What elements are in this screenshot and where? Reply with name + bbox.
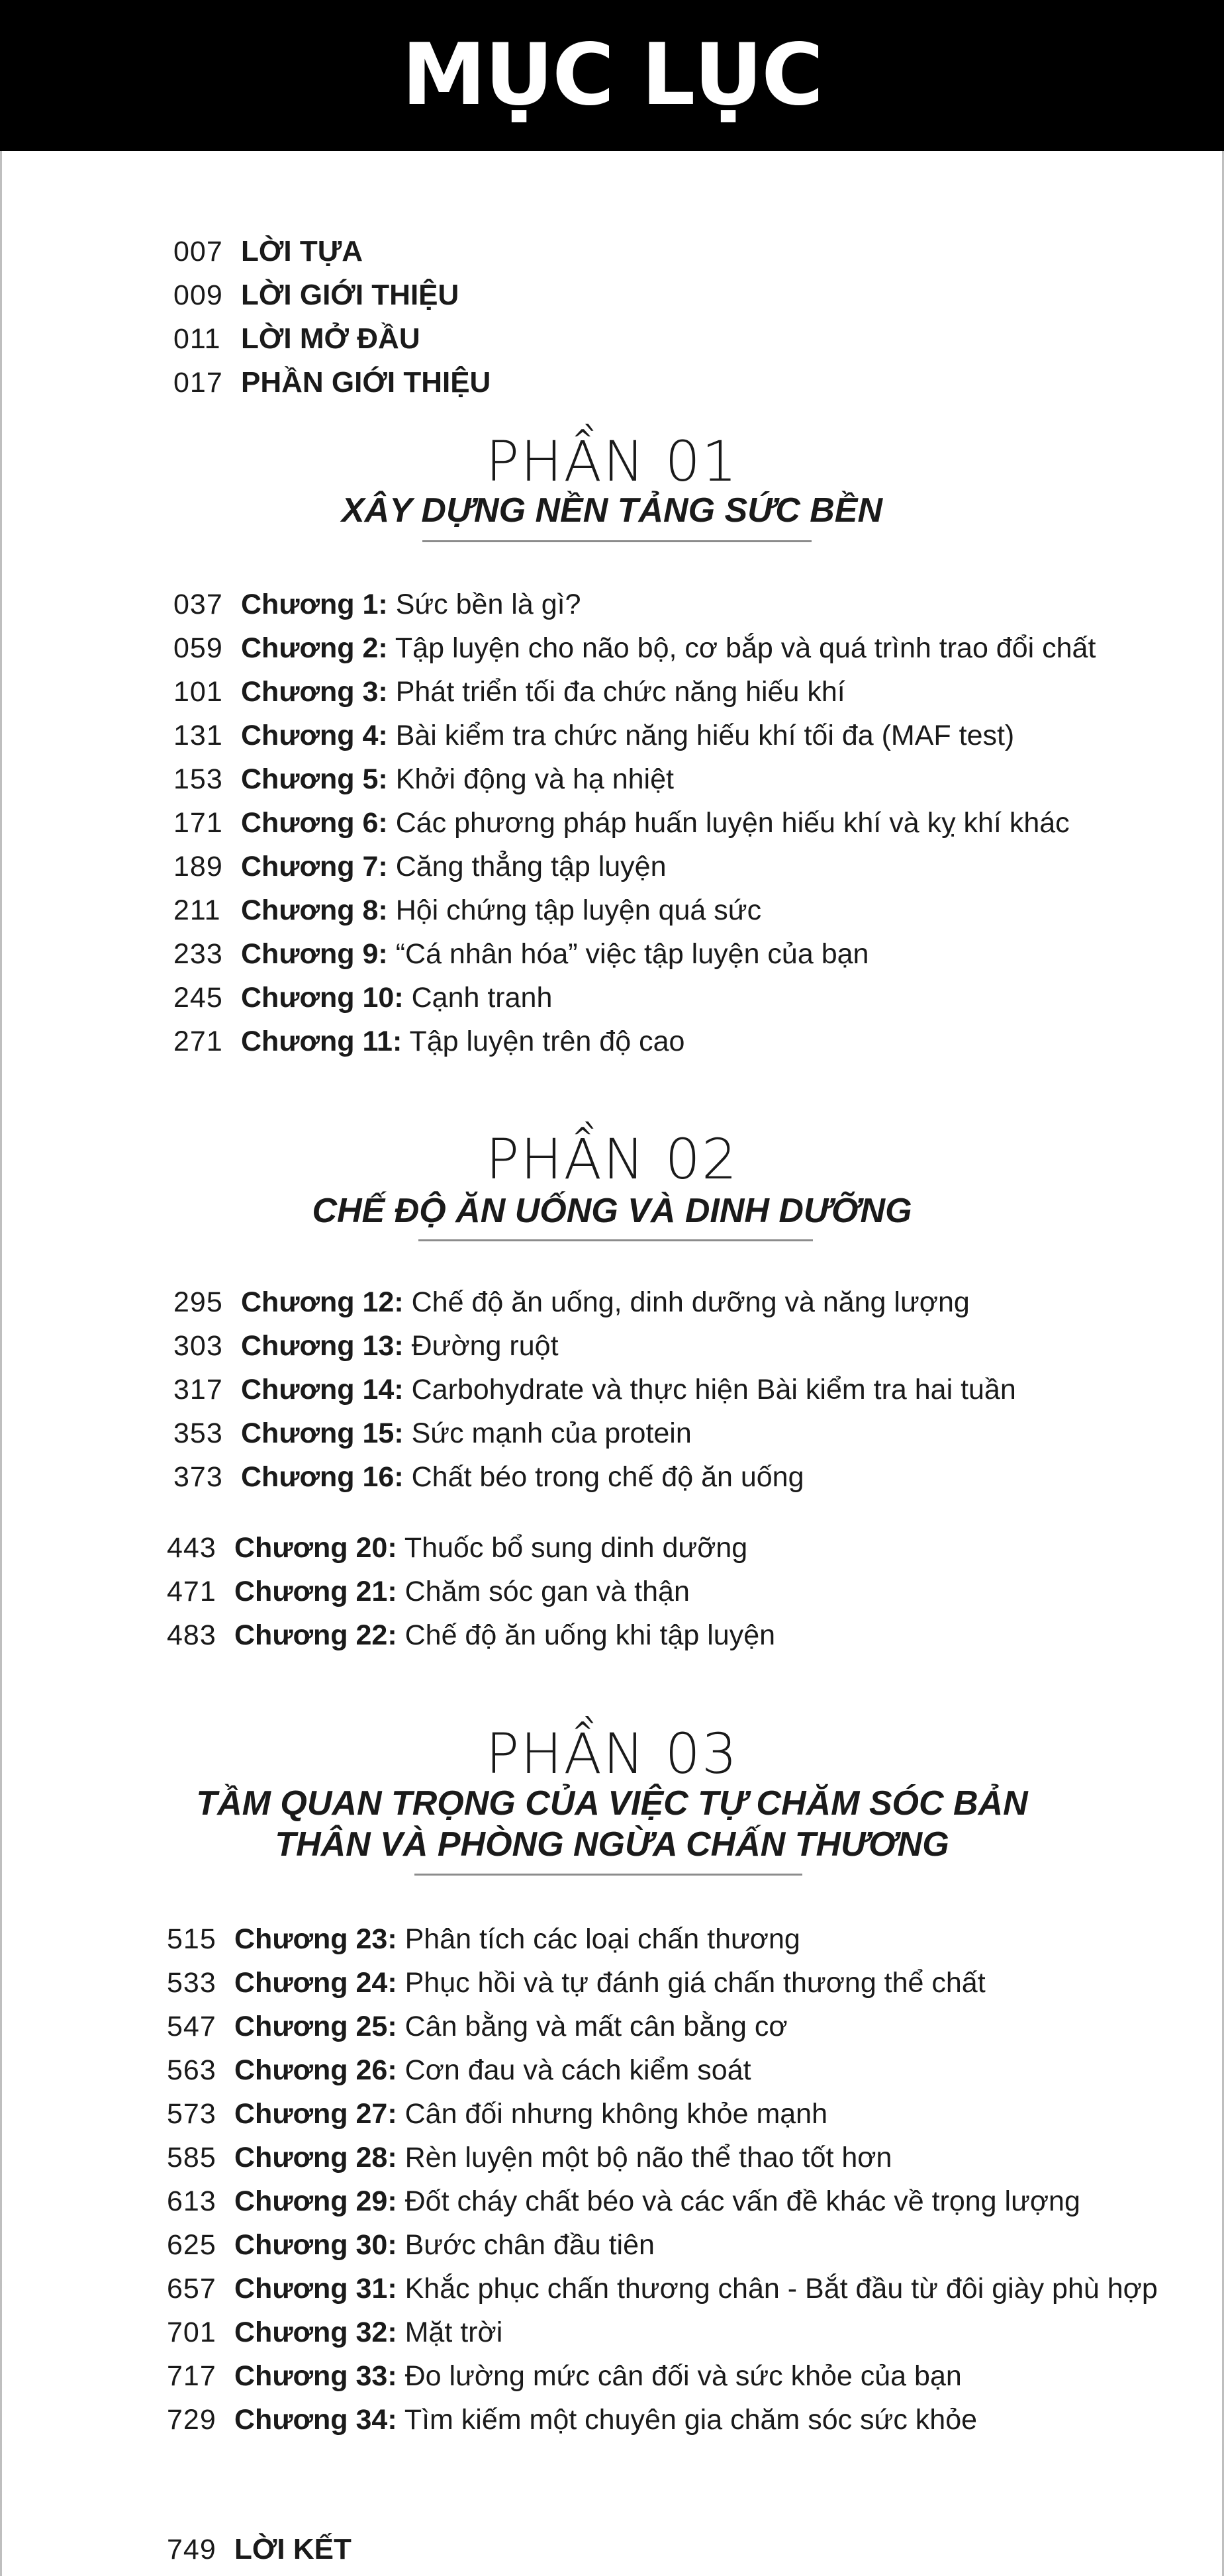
chapter-label: Chương 8:: [241, 894, 388, 926]
chapter-label: Chương 26:: [234, 2054, 397, 2086]
chapter-name: Mặt trời: [397, 2316, 503, 2348]
page-number: 701: [167, 2316, 216, 2348]
chapter-name: Tập luyện trên độ cao: [402, 1025, 685, 1057]
entry-title: LỜI KẾT: [234, 2533, 352, 2565]
page-number: 749: [167, 2533, 216, 2565]
part-divider: [414, 1874, 802, 1876]
chapter-entry: [173, 1411, 692, 1455]
chapter-label: Chương 5:: [241, 763, 388, 795]
page-number: 317: [173, 1373, 223, 1406]
chapter-entry: [167, 2223, 655, 2267]
page-number: 547: [167, 2010, 216, 2042]
chapter-entry: [167, 2179, 1080, 2223]
chapter-entry: [173, 757, 674, 801]
chapter-name: Phân tích các loại chấn thương: [397, 1923, 800, 1955]
chapter-entry: [167, 1570, 690, 1613]
front-matter-entry: [173, 230, 363, 273]
page-number: 189: [173, 850, 223, 883]
page-number: 037: [173, 588, 223, 620]
chapter-entry: [173, 845, 667, 888]
page-number: 009: [173, 279, 223, 311]
chapter-title: [241, 720, 1014, 752]
chapter-title: [234, 2404, 977, 2436]
chapter-entry: [167, 2267, 1158, 2311]
chapter-title: [241, 632, 1096, 665]
chapter-title: [234, 2142, 892, 2174]
page-number: 729: [167, 2403, 216, 2436]
chapter-name: Đường ruột: [403, 1329, 559, 1362]
page-number: 245: [173, 981, 223, 1014]
chapter-label: Chương 1:: [241, 588, 388, 620]
page-number: 303: [173, 1329, 223, 1362]
page-number: 443: [167, 1531, 216, 1564]
chapter-title: [241, 589, 581, 621]
page-number: 353: [173, 1417, 223, 1449]
chapter-entry: [167, 1961, 986, 2005]
page-number: 573: [167, 2097, 216, 2130]
chapter-name: Rèn luyện một bộ não thể thao tốt hơn: [397, 2141, 892, 2173]
chapter-title: [234, 2229, 655, 2262]
page-number: 471: [167, 1575, 216, 1607]
chapter-name: Chất béo trong chế độ ăn uống: [403, 1460, 804, 1493]
chapter-title: [234, 2011, 788, 2043]
chapter-label: Chương 7:: [241, 850, 388, 883]
chapter-label: Chương 6:: [241, 806, 388, 839]
chapter-entry: [173, 1324, 559, 1368]
page-number: 613: [167, 2185, 216, 2217]
chapter-title: [241, 1286, 970, 1319]
chapter-label: Chương 16:: [241, 1460, 404, 1493]
page-number: 017: [173, 366, 223, 399]
chapter-name: Cơn đau và cách kiểm soát: [397, 2054, 751, 2086]
page-number: 007: [173, 235, 223, 267]
chapter-name: Thuốc bổ sung dinh dưỡng: [397, 1531, 748, 1564]
page-number: 101: [173, 675, 223, 708]
chapter-title: [234, 2360, 962, 2393]
chapter-title: [234, 2273, 1158, 2305]
part-divider: [418, 1239, 813, 1241]
page-number: 483: [167, 1619, 216, 1651]
chapter-label: Chương 32:: [234, 2316, 397, 2348]
chapter-entry: [173, 1368, 1016, 1411]
entry-title: LỜI MỞ ĐẦU: [241, 322, 420, 355]
chapter-label: Chương 9:: [241, 937, 388, 970]
chapter-entry: [167, 2398, 977, 2442]
chapter-label: Chương 25:: [234, 2010, 397, 2042]
chapter-name: Khắc phục chấn thương chân - Bắt đầu từ đôi giày phù hợp: [397, 2272, 1158, 2305]
chapter-name: Phục hồi và tự đánh giá chấn thương thể chất: [397, 1966, 986, 1999]
chapter-title: [241, 894, 761, 927]
chapter-label: Chương 2:: [241, 632, 388, 664]
page-number: 233: [173, 937, 223, 970]
chapter-name: Tập luyện cho não bộ, cơ bắp và quá trình trao đổi chất: [387, 632, 1096, 664]
chapter-name: Bài kiểm tra chức năng hiếu khí tối đa (MAF test): [387, 719, 1015, 751]
page-number: 171: [173, 806, 223, 839]
chapter-title: [234, 1923, 800, 1956]
chapter-label: Chương 34:: [234, 2403, 397, 2436]
chapter-name: Carbohydrate và thực hiện Bài kiểm tra hai tuần: [403, 1373, 1016, 1406]
chapter-entry: [173, 670, 845, 714]
chapter-title: [241, 1330, 559, 1362]
chapter-entry: [167, 2048, 751, 2092]
front-matter-entry: [173, 361, 491, 405]
chapter-name: Sức mạnh của protein: [403, 1417, 692, 1449]
page-number: 373: [173, 1460, 223, 1493]
chapter-label: Chương 10:: [241, 981, 404, 1014]
chapter-title: [234, 2185, 1080, 2218]
chapter-label: Chương 31:: [234, 2272, 397, 2305]
chapter-label: Chương 22:: [234, 1619, 397, 1651]
chapter-title: [241, 1026, 684, 1058]
chapter-name: Cân bằng và mất cân bằng cơ: [397, 2010, 788, 2042]
chapter-title: [241, 1417, 692, 1450]
chapter-entry: [173, 626, 1096, 670]
part-subtitle: CHẾ ĐỘ ĂN UỐNG VÀ DINH DƯỠNG: [312, 1192, 912, 1230]
chapter-entry: [167, 2092, 827, 2136]
chapter-label: Chương 29:: [234, 2185, 397, 2217]
chapter-label: Chương 12:: [241, 1286, 404, 1318]
chapter-name: Chăm sóc gan và thận: [397, 1575, 690, 1607]
chapter-name: Đo lường mức cân đối và sức khỏe của bạn: [397, 2360, 962, 2392]
page-number: 271: [173, 1025, 223, 1057]
part-heading: PHẦN 02: [485, 1127, 739, 1192]
chapter-title: [241, 1461, 804, 1494]
chapter-name: Cân đối nhưng không khỏe mạnh: [397, 2097, 828, 2130]
entry-title: LỜI GIỚI THIỆU: [241, 279, 459, 311]
chapter-title: [234, 1967, 986, 1999]
chapter-entry: [173, 1280, 970, 1324]
chapter-title: [234, 2316, 502, 2349]
chapter-entry: [173, 714, 1014, 757]
page-number: 717: [167, 2360, 216, 2392]
page-number: 153: [173, 763, 223, 795]
chapter-label: Chương 28:: [234, 2141, 397, 2173]
chapter-name: Sức bền là gì?: [387, 588, 581, 620]
entry-title: PHẦN GIỚI THIỆU: [241, 366, 491, 399]
chapter-label: Chương 11:: [241, 1025, 402, 1057]
chapter-name: Phát triển tối đa chức năng hiếu khí: [387, 675, 845, 708]
chapter-name: Hội chứng tập luyện quá sức: [387, 894, 762, 926]
front-matter-entry: [173, 317, 420, 361]
chapter-name: Đốt cháy chất béo và các vấn đề khác về trọng lượng: [397, 2185, 1080, 2217]
chapter-label: Chương 30:: [234, 2228, 397, 2261]
chapter-title: [241, 676, 845, 708]
page-number: 625: [167, 2228, 216, 2261]
chapter-label: Chương 33:: [234, 2360, 397, 2392]
chapter-entry: [167, 2354, 962, 2398]
chapter-entry: [173, 976, 552, 1020]
page-number: 059: [173, 632, 223, 664]
chapter-entry: [173, 1455, 804, 1499]
chapter-entry: [167, 2136, 892, 2179]
chapter-name: Chế độ ăn uống khi tập luyện: [397, 1619, 776, 1651]
page-number: 131: [173, 719, 223, 751]
chapter-title: [241, 938, 869, 971]
chapter-title: [234, 2098, 827, 2130]
page-title: MỤC LỤC: [401, 26, 823, 124]
chapter-name: Tìm kiếm một chuyên gia chăm sóc sức khỏe: [397, 2403, 978, 2436]
chapter-label: Chương 23:: [234, 1923, 397, 1955]
toc-header: [0, 0, 1224, 151]
chapter-label: Chương 15:: [241, 1417, 404, 1449]
part-subtitle: TẦM QUAN TRỌNG CỦA VIỆC TỰ CHĂM SÓC BẢN: [196, 1784, 1028, 1823]
page-number: 515: [167, 1923, 216, 1955]
chapter-name: “Cá nhân hóa” việc tập luyện của bạn: [387, 937, 869, 970]
chapter-title: [234, 1619, 775, 1652]
chapter-entry: [173, 1020, 684, 1063]
chapter-label: Chương 27:: [234, 2097, 397, 2130]
front-matter-entry: [173, 273, 459, 317]
page-number: 211: [173, 894, 221, 926]
page-number: 657: [167, 2272, 216, 2305]
chapter-name: Bước chân đầu tiên: [397, 2228, 655, 2261]
chapter-title: [234, 2054, 751, 2087]
chapter-label: Chương 4:: [241, 719, 388, 751]
chapter-name: Khởi động và hạ nhiệt: [387, 763, 674, 795]
part-heading: PHẦN 01: [485, 429, 739, 494]
part-subtitle: THÂN VÀ PHÒNG NGỪA CHẤN THƯƠNG: [275, 1825, 949, 1864]
chapter-title: [234, 1532, 747, 1564]
part-divider: [422, 540, 812, 542]
page-number: 011: [173, 322, 221, 355]
part-subtitle: XÂY DỰNG NỀN TẢNG SỨC BỀN: [342, 491, 882, 530]
chapter-title: [241, 851, 667, 883]
chapter-label: Chương 3:: [241, 675, 388, 708]
page-number: 295: [173, 1286, 223, 1318]
chapter-entry: [167, 1917, 800, 1961]
page-number: 585: [167, 2141, 216, 2173]
chapter-title: [241, 1374, 1016, 1406]
chapter-label: Chương 24:: [234, 1966, 397, 1999]
entry-title: LỜI TỰA: [241, 235, 363, 267]
chapter-label: Chương 20:: [234, 1531, 397, 1564]
chapter-entry: [167, 1526, 747, 1570]
chapter-entry: [173, 801, 1070, 845]
chapter-name: Cạnh tranh: [403, 981, 553, 1014]
chapter-name: Các phương pháp huấn luyện hiếu khí và kỵ khí khác: [387, 806, 1070, 839]
chapter-label: Chương 14:: [241, 1373, 404, 1406]
back-matter-entry: [167, 2528, 352, 2571]
chapter-label: Chương 21:: [234, 1575, 397, 1607]
chapter-name: Chế độ ăn uống, dinh dưỡng và năng lượng: [403, 1286, 970, 1318]
page-number: 533: [167, 1966, 216, 1999]
chapter-title: [234, 1576, 690, 1608]
chapter-title: [241, 763, 674, 796]
chapter-label: Chương 13:: [241, 1329, 404, 1362]
chapter-entry: [167, 2311, 502, 2354]
chapter-entry: [173, 583, 581, 626]
chapter-entry: [167, 2005, 788, 2048]
chapter-entry: [167, 1613, 775, 1657]
chapter-title: [241, 982, 552, 1014]
part-heading: PHẦN 03: [485, 1721, 739, 1786]
chapter-entry: [173, 932, 869, 976]
chapter-entry: [173, 888, 761, 932]
chapter-title: [241, 807, 1070, 839]
page-number: 563: [167, 2054, 216, 2086]
chapter-name: Căng thẳng tập luyện: [387, 850, 667, 883]
